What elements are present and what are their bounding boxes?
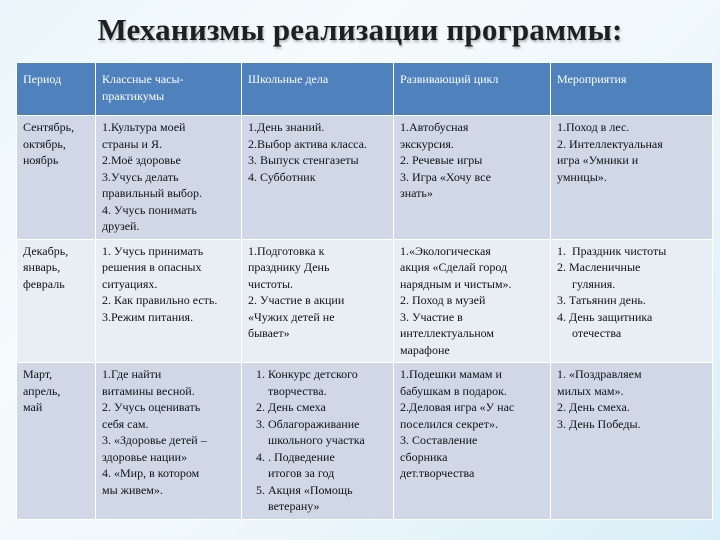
cell-line: умницы». <box>557 169 607 184</box>
cell-line: февраль <box>23 276 65 291</box>
header-cycle: Развивающий цикл <box>394 63 551 116</box>
header-row <box>17 63 713 116</box>
header-period: Период <box>17 63 96 116</box>
cell-line: себя сам. <box>102 416 149 431</box>
list-item-line: итогов за год <box>268 466 335 480</box>
cell-events <box>551 239 713 363</box>
cell-line: марафоне <box>400 342 450 357</box>
cell-line: 2. Как правильно есть. <box>102 293 218 307</box>
cell-line: 1.Подготовка к <box>248 243 325 258</box>
program-table <box>16 62 713 520</box>
header-school: Школьные дела <box>242 63 394 116</box>
header-classes: Классные часы-практикумы <box>96 63 242 116</box>
cell-line: мы живем». <box>102 482 163 497</box>
cell-line: 2. День смеха. <box>557 400 630 414</box>
cell-line: январь, <box>23 260 61 274</box>
cell-line: 4. Субботник <box>248 169 316 184</box>
list-item-line: 3. Облагораживание <box>268 416 360 431</box>
cell-line: 3. Участие в <box>400 309 463 324</box>
list-item <box>268 449 387 482</box>
cell-school <box>242 363 394 520</box>
cell-line: дет.творчества <box>400 466 475 480</box>
cell-cycle <box>394 116 551 240</box>
cell-classes <box>96 363 242 520</box>
cell-line: игра «Умники и <box>557 153 639 167</box>
list-item-line: 2. День смеха <box>268 400 326 414</box>
cell-line: 1.Где найти <box>102 367 162 381</box>
cell-school <box>242 116 394 240</box>
cell-line: 4. Учусь понимать <box>102 202 197 217</box>
cell-period <box>17 239 96 363</box>
cell-line: 1.Культура моей <box>102 120 186 134</box>
cell-cycle <box>394 239 551 363</box>
cell-events <box>551 116 713 240</box>
cell-line: ситуациях. <box>102 276 158 291</box>
cell-line: октябрь, <box>23 136 66 151</box>
cell-line: 1.Поход в лес. <box>557 120 630 134</box>
list-item <box>268 366 387 399</box>
cell-classes <box>96 116 242 240</box>
cell-events <box>551 363 713 520</box>
cell-line: 1.День знаний. <box>248 120 325 134</box>
cell-line: празднику День <box>248 260 330 274</box>
list-item-line: 1. Конкурс детского <box>268 367 358 381</box>
cell-line: Декабрь, <box>23 243 69 258</box>
cell-line: 1. Учусь принимать <box>102 243 204 258</box>
cell-line: 3. Игра «Хочу все <box>400 169 491 184</box>
cell-line: ноябрь <box>23 153 59 167</box>
list-item-line: ветерану» <box>268 499 320 513</box>
cell-line: 1.«Экологическая <box>400 243 491 258</box>
cell-line: экскурсия. <box>400 136 454 151</box>
cell-line: 1. «Поздравляем <box>557 367 642 381</box>
table-row <box>17 116 713 240</box>
cell-line: 2.Выбор актива класса. <box>248 136 367 151</box>
cell-classes <box>96 239 242 363</box>
cell-line: 2. Масленичные <box>557 260 641 274</box>
cell-line: 2. Учусь оценивать <box>102 400 201 414</box>
header-events: Мероприятия <box>551 63 713 116</box>
cell-line: 2. Интеллектуальная <box>557 136 663 151</box>
cell-line: 3. Выпуск стенгазеты <box>248 153 359 167</box>
slide-title: Механизмы реализации программы: <box>97 12 623 47</box>
cell-line: 3. День Победы. <box>557 416 641 431</box>
cell-line: здоровье нации» <box>102 449 188 464</box>
list-item-line: 4. . Подведение <box>268 449 335 464</box>
cell-line: Март, <box>23 367 53 381</box>
cell-line: 2.Деловая игра «У нас <box>400 400 515 414</box>
table-row <box>17 239 713 363</box>
cell-line: 1.Подешки мамам и <box>400 367 502 381</box>
cell-line: сборника <box>400 449 448 464</box>
cell-period <box>17 116 96 240</box>
cell-school <box>242 239 394 363</box>
cell-line: чистоты. <box>248 276 294 291</box>
numbered-list <box>248 366 387 515</box>
cell-period <box>17 363 96 520</box>
cell-line: акция «Сделай город <box>400 260 508 274</box>
list-item <box>268 482 387 515</box>
cell-line: «Чужих детей не <box>248 309 335 324</box>
cell-line: 4. «Мир, в котором <box>102 466 200 480</box>
cell-line: решения в опасных <box>102 260 202 274</box>
cell-line: 3. «Здоровье детей – <box>102 433 207 447</box>
cell-line: знать» <box>400 186 433 200</box>
cell-line: бабушкам в подарок. <box>400 383 507 398</box>
cell-line: Сентябрь, <box>23 120 75 134</box>
list-item <box>268 416 387 449</box>
cell-line: бывает» <box>248 326 290 340</box>
list-item <box>268 399 387 416</box>
cell-line: 4. День защитника <box>557 309 653 324</box>
cell-line: правильный выбор. <box>102 186 203 200</box>
list-item-line: 5. Акция «Помощь <box>268 482 353 497</box>
cell-line: поселился секрет». <box>400 416 498 431</box>
cell-line: гуляния. <box>557 276 616 291</box>
cell-line: интеллектуальном <box>400 326 494 340</box>
cell-line: страны и Я. <box>102 136 162 151</box>
list-item-line: творчества. <box>268 383 327 398</box>
cell-line: 1. Праздник чистоты <box>557 243 667 258</box>
cell-line: 2.Моё здоровье <box>102 153 181 167</box>
cell-line: 3.Режим питания. <box>102 309 194 324</box>
cell-line: друзей. <box>102 219 140 233</box>
cell-line: 1.Автобусная <box>400 120 469 134</box>
cell-line: 3.Учусь делать <box>102 169 179 184</box>
cell-line: 3. Составление <box>400 433 478 447</box>
cell-line: 2. Речевые игры <box>400 153 483 167</box>
cell-cycle <box>394 363 551 520</box>
cell-line: 2. Участие в акции <box>248 293 345 307</box>
table-row <box>17 363 713 520</box>
cell-line: милых мам». <box>557 383 624 398</box>
cell-line: апрель, <box>23 383 61 398</box>
cell-line: нарядным и чистым». <box>400 276 512 291</box>
cell-line: отечества <box>557 326 622 340</box>
cell-line: 3. Татьянин день. <box>557 293 646 307</box>
cell-line: витамины весной. <box>102 383 195 398</box>
cell-line: 2. Поход в музей <box>400 293 486 307</box>
list-item-line: школьного участка <box>268 433 365 447</box>
cell-line: май <box>23 400 43 414</box>
